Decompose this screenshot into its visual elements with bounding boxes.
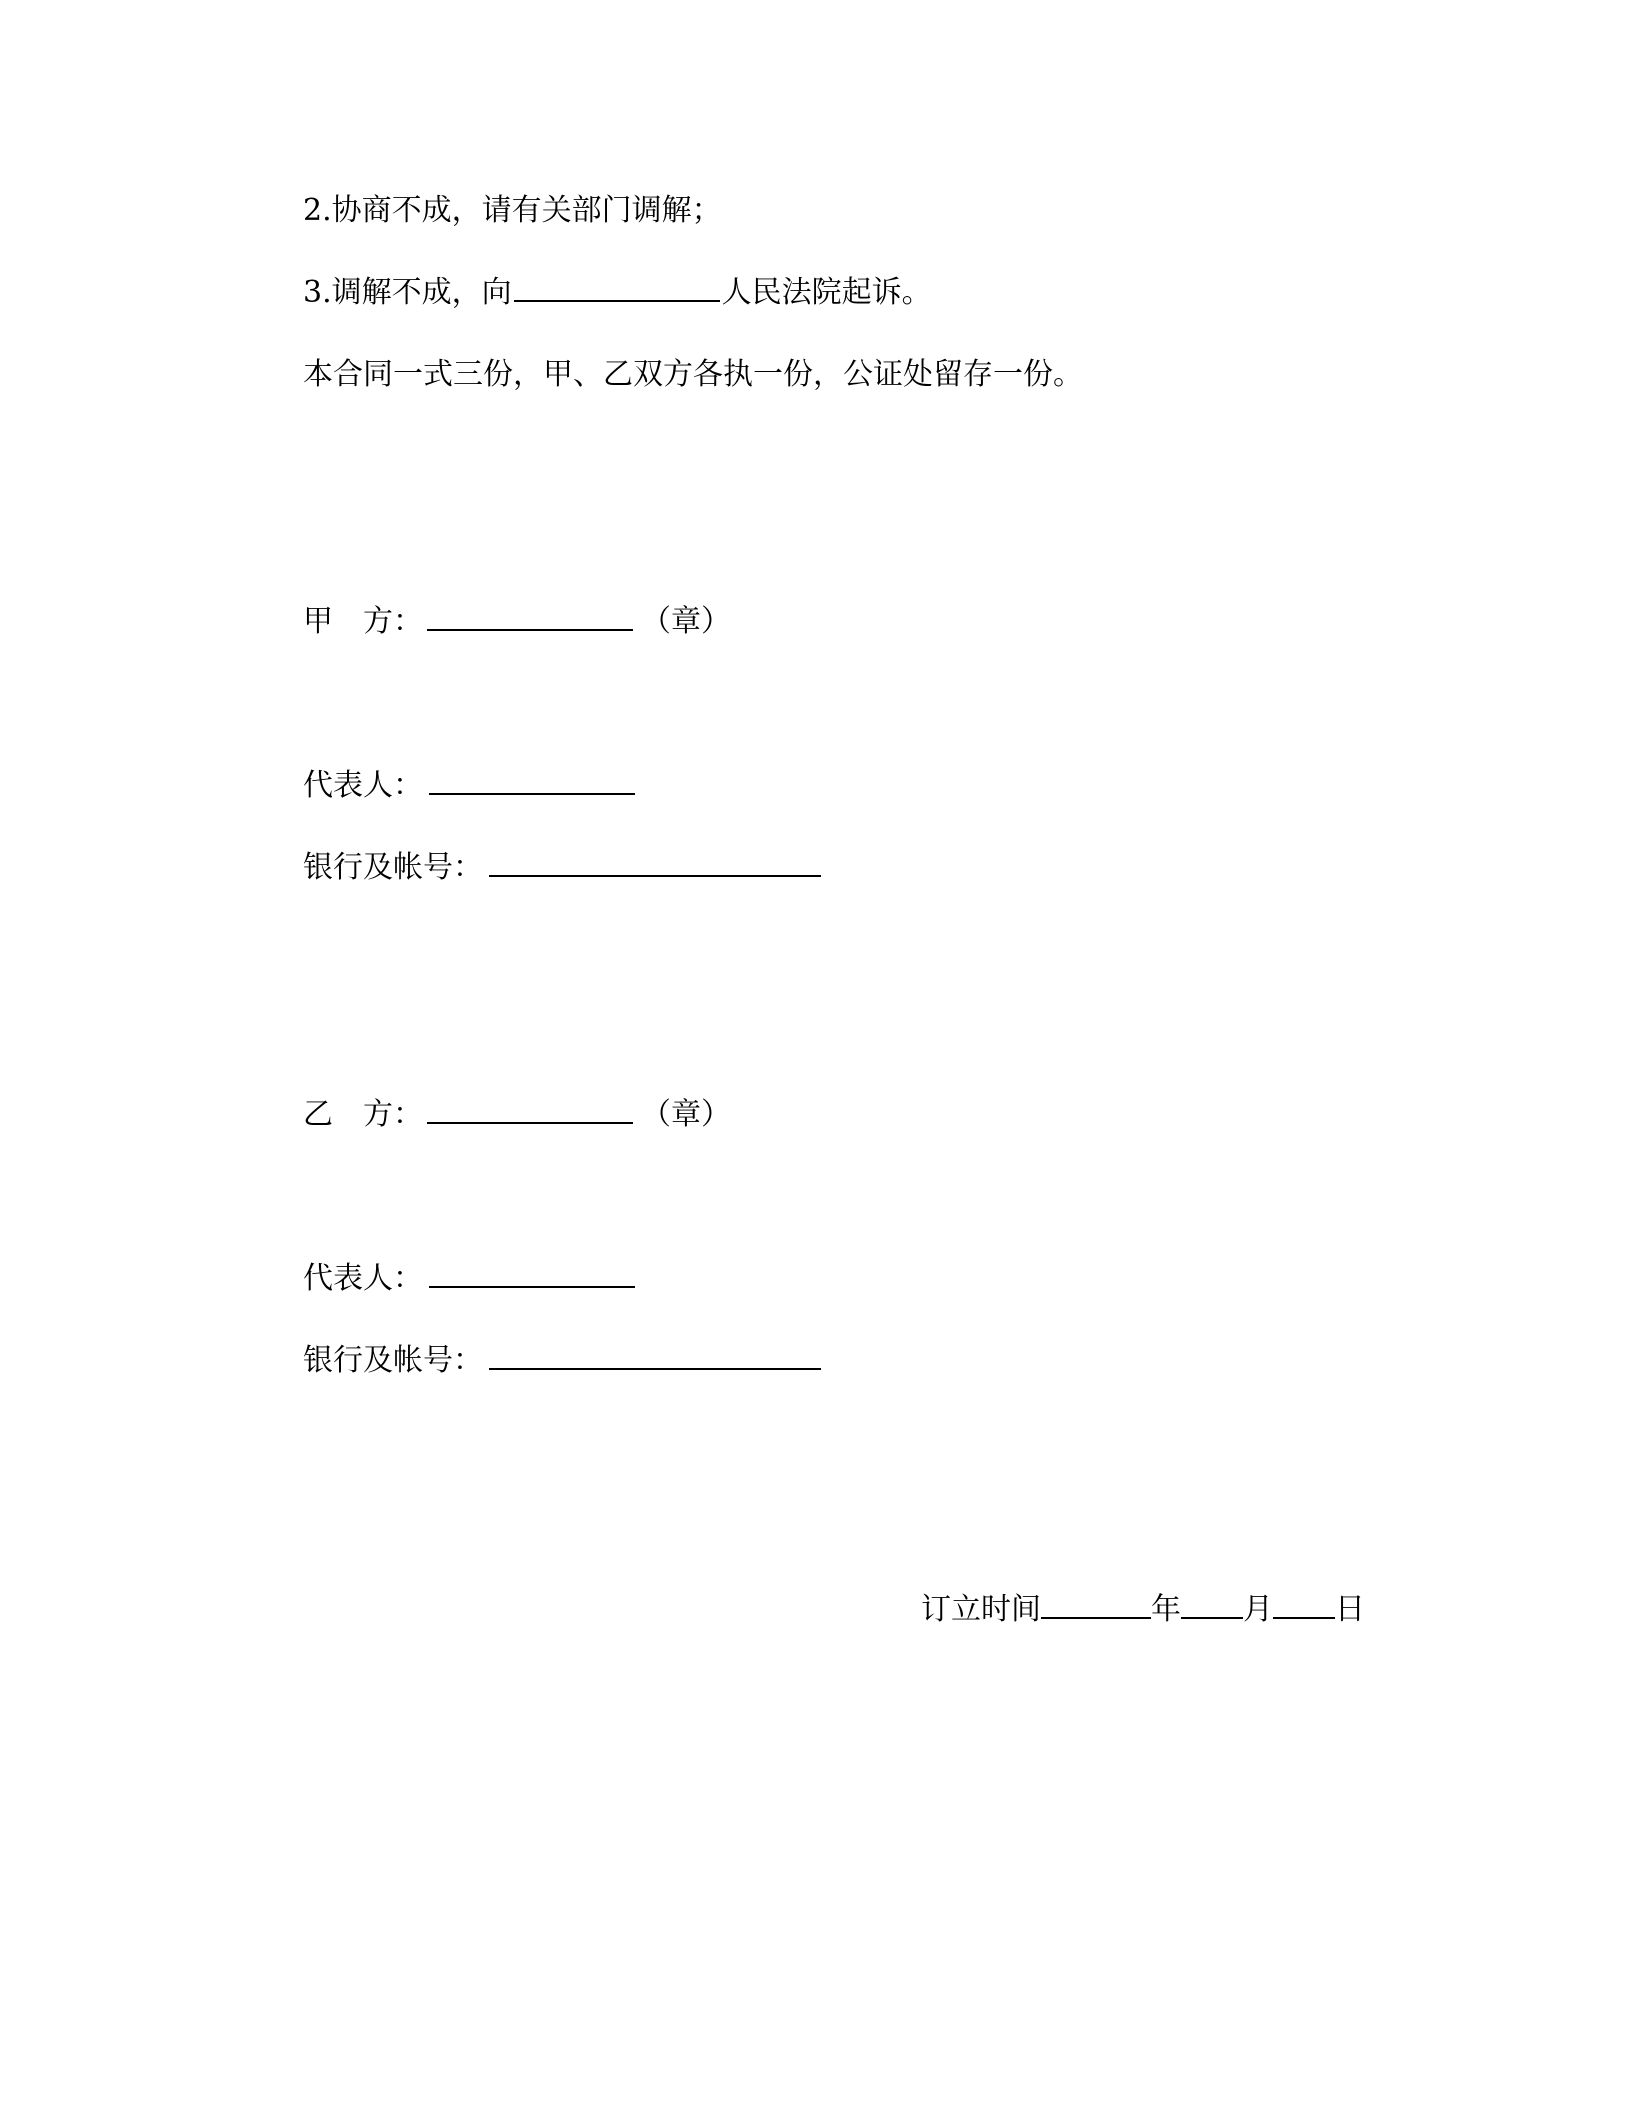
clause-item-2: 2.协商不成，请有关部门调解； bbox=[303, 193, 722, 228]
party-b-label-second: 方： bbox=[363, 1097, 423, 1132]
party-b-bank-label: 银行及帐号： bbox=[303, 1343, 483, 1378]
signing-month-field[interactable] bbox=[1181, 1591, 1243, 1619]
party-a-label-first: 甲 bbox=[303, 604, 333, 639]
party-b-bank-field[interactable] bbox=[489, 1342, 821, 1370]
party-b-bank-line bbox=[303, 1341, 821, 1381]
signing-month-label: 月 bbox=[1243, 1592, 1273, 1627]
signing-day-field[interactable] bbox=[1273, 1591, 1335, 1619]
party-a-bank-field[interactable] bbox=[489, 849, 821, 877]
copies-clause: 本合同一式三份，甲、乙双方各执一份，公证处留存一份。 bbox=[303, 357, 1083, 392]
clause-item-3-suffix: 人民法院起诉。 bbox=[721, 275, 932, 310]
party-a-rep-line bbox=[303, 766, 635, 806]
party-b-label-first: 乙 bbox=[303, 1097, 333, 1132]
clause-item-3-prefix: 3.调解不成，向 bbox=[303, 275, 512, 310]
party-b-seal: （章） bbox=[641, 1097, 731, 1132]
court-blank-field[interactable] bbox=[514, 274, 720, 302]
party-b-rep-field[interactable] bbox=[429, 1260, 635, 1288]
signing-day-label: 日 bbox=[1335, 1592, 1365, 1627]
party-a-label-second: 方： bbox=[363, 604, 423, 639]
party-b-name-field[interactable] bbox=[427, 1096, 633, 1124]
party-b-line bbox=[303, 1095, 731, 1135]
party-a-rep-field[interactable] bbox=[429, 767, 635, 795]
clause-item-3 bbox=[303, 273, 932, 313]
party-a-line bbox=[303, 602, 731, 642]
party-b-rep-line bbox=[303, 1259, 635, 1299]
signing-year-field[interactable] bbox=[1041, 1591, 1151, 1619]
party-a-bank-line bbox=[303, 848, 821, 888]
party-a-rep-label: 代表人： bbox=[303, 768, 423, 803]
signing-date-line bbox=[921, 1590, 1365, 1630]
party-a-seal: （章） bbox=[641, 604, 731, 639]
signing-date-label: 订立时间 bbox=[921, 1592, 1041, 1627]
signing-year-label: 年 bbox=[1151, 1592, 1181, 1627]
party-b-rep-label: 代表人： bbox=[303, 1261, 423, 1296]
party-a-bank-label: 银行及帐号： bbox=[303, 850, 483, 885]
party-a-name-field[interactable] bbox=[427, 603, 633, 631]
